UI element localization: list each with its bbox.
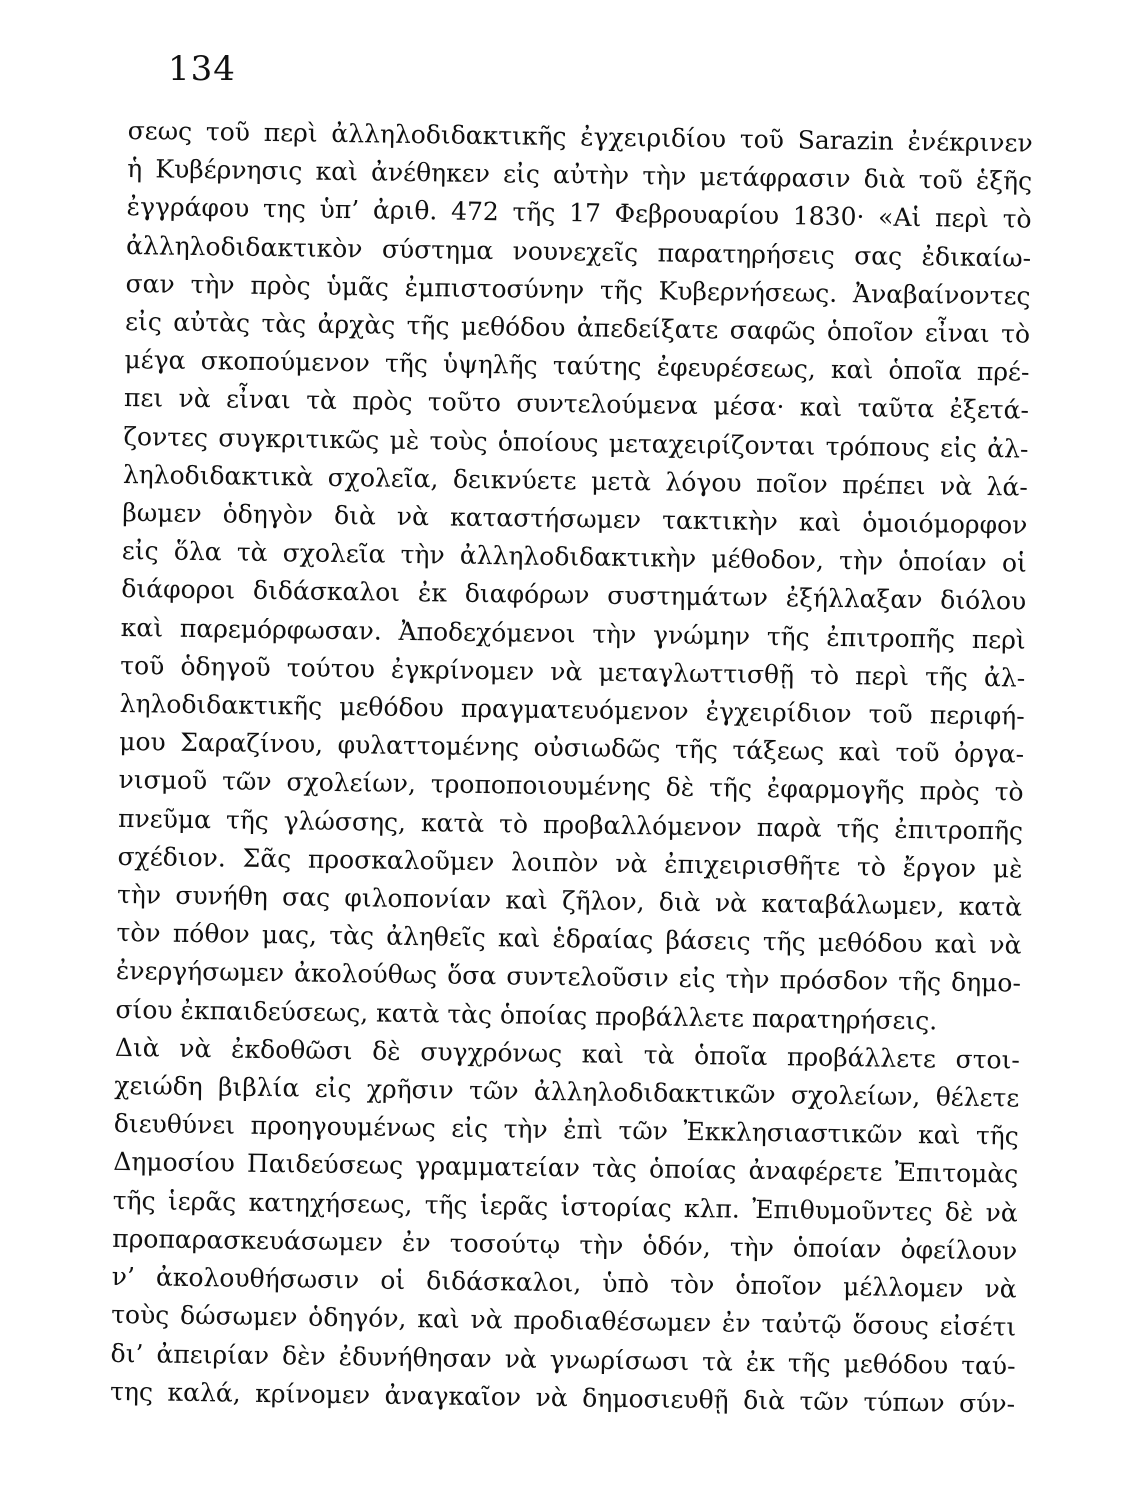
text-line: ἡ Κυβέρνησις καὶ ἀνέθηκεν εἰς αὐτὴν τὴν μετάφρασιν διὰ τοῦ ἑξῆς [127,154,1033,196]
text-line: πει νὰ εἶναι τὰ πρὸς τοῦτο συντελούμενα μέσα· καὶ ταῦτα ἐξετά- [123,383,1030,426]
text-line: τοῦ ὁδηγοῦ τούτου ἐγκρίνομεν νὰ μεταγλωττισθῇ τὸ περὶ τῆς ἀλ- [120,650,1026,693]
text-line: δι’ ἀπειρίαν δὲν ἐδυνήθησαν νὰ γνωρίσωσι τὰ ἐκ τῆς μεθόδου ταύ- [110,1338,1016,1381]
text-line: σίου ἐκπαιδεύσεως, κατὰ τὰς ὁποίας προβάλλετε παρατηρήσεις. [115,994,938,1036]
text-line: ἐγγράφου της ὑπ’ ἀριθ. 472 τῆς 17 Φεβρουαρίου 1830· «Αἱ περὶ τὸ [126,192,1032,235]
body-text [110,112,1033,1423]
text-line: Διὰ νὰ ἐκδοθῶσι δὲ συγχρόνως καὶ τὰ ὁποῖα προβάλλετε στοι- [114,1032,1021,1075]
text-line: καὶ παρεμόρφωσαν. Ἀποδεχόμενοι τὴν γνώμην τῆς ἐπιτροπῆς περὶ [120,612,1026,655]
text-line: τὸν πόθον μας, τὰς ἀληθεῖς καὶ ἑδραίας βάσεις τῆς μεθόδου καὶ νὰ [116,918,1022,960]
text-line: ζοντες συγκριτικῶς μὲ τοὺς ὁποίους μεταχειρίζονται τρόπους εἰς ἀλ- [123,421,1029,464]
text-line: ἐνεργήσωμεν ἀκολούθως ὅσα συντελοῦσιν εἰς τὴν πρόσδον τῆς δημο- [115,956,1022,999]
text-line: χειώδη βιβλία εἰς χρῆσιν τῶν ἀλληλοδιδακτικῶν σχολείων, θέλετε [114,1070,1020,1113]
text-line: νισμοῦ τῶν σχολείων, τροποποιουμένης δὲ τῆς ἐφαρμογῆς πρὸς τὸ [118,765,1024,808]
text-line: τῆς ἱερᾶς κατηχήσεως, τῆς ἱερᾶς ἱστορίας κλπ. Ἐπιθυμοῦντες δὲ νὰ [112,1185,1018,1228]
text-line: τὴν συνήθη σας φιλοπονίαν καὶ ζῆλον, διὰ νὰ καταβάλωμεν, κατὰ [116,879,1023,922]
text-line: διάφοροι διδάσκαλοι ἐκ διαφόρων συστημάτων ἐξήλλαξαν διόλου [121,574,1027,617]
text-line: μου Σαραζίνου, φυλαττομένης οὐσιωδῶς τῆς τάξεως καὶ τοῦ ὀργα- [119,727,1025,769]
text-line: πνεῦμα τῆς γλώσσης, κατὰ τὸ προβαλλόμενον παρὰ τῆς ἐπιτροπῆς [117,803,1024,846]
text-line: σεως τοῦ περὶ ἀλληλοδιδακτικῆς ἐγχειριδίου τοῦ Sarazin ἐνέκρινεν [127,115,1033,158]
text-line: σαν τὴν πρὸς ὑμᾶς ἐμπιστοσύνην τῆς Κυβερνήσεως. Ἀναβαίνοντες [125,268,1031,311]
text-line: βωμεν ὁδηγὸν διὰ νὰ καταστήσωμεν τακτικὴν καὶ ὁμοιόμορφον [122,497,1028,540]
text-line: ληλοδιδακτικῆς μεθόδου πραγματευόμενον ἐγχειρίδιον τοῦ περιφή- [119,688,1025,731]
text-line: ἀλληλοδιδακτικὸν σύστημα νουνεχεῖς παρατηρήσεις σας ἐδικαίω- [125,230,1032,273]
page-number: 134 [168,49,236,89]
text-line: εἰς αὐτὰς τὰς ἀρχὰς τῆς μεθόδου ἀπεδείξατε σαφῶς ὁποῖον εἶναι τὸ [124,306,1031,349]
text-line: διευθύνει προηγουμένως εἰς τὴν ἐπὶ τῶν Ἐκκλησιαστικῶν καὶ τῆς [113,1109,1019,1151]
text-line: ν’ ἀκολουθήσωσιν οἱ διδάσκαλοι, ὑπὸ τὸν ὁποῖον μέλλομεν νὰ [111,1261,1017,1304]
text-line: Δημοσίου Παιδεύσεως γραμματείαν τὰς ὁποίας ἀναφέρετε Ἐπιτομὰς [113,1147,1019,1190]
text-line: μέγα σκοπούμενον τῆς ὑψηλῆς ταύτης ἐφευρέσεως, καὶ ὁποῖα πρέ- [124,345,1030,387]
text-line: προπαρασκευάσωμεν ἐν τοσούτῳ τὴν ὁδόν, τὴν ὁποίαν ὀφείλουν [112,1223,1018,1266]
text-line: τοὺς δώσωμεν ὁδηγόν, καὶ νὰ προδιαθέσωμεν ἐν ταὐτῷ ὅσους εἰσέτι [111,1300,1017,1342]
text-line: εἰς ὅλα τὰ σχολεῖα τὴν ἀλληλοδιδακτικὴν μέθοδον, τὴν ὁποίαν οἱ [121,536,1027,578]
text-line: ληλοδιδακτικὰ σχολεῖα, δεικνύετε μετὰ λόγου ποῖον πρέπει νὰ λά- [122,459,1029,502]
text-line: σχέδιον. Σᾶς προσκαλοῦμεν λοιπὸν νὰ ἐπιχειρισθῆτε τὸ ἔργον μὲ [117,841,1023,884]
text-line: της καλά, κρίνομεν ἀναγκαῖον νὰ δημοσιευθῇ διὰ τῶν τύπων σύν- [109,1376,1016,1419]
